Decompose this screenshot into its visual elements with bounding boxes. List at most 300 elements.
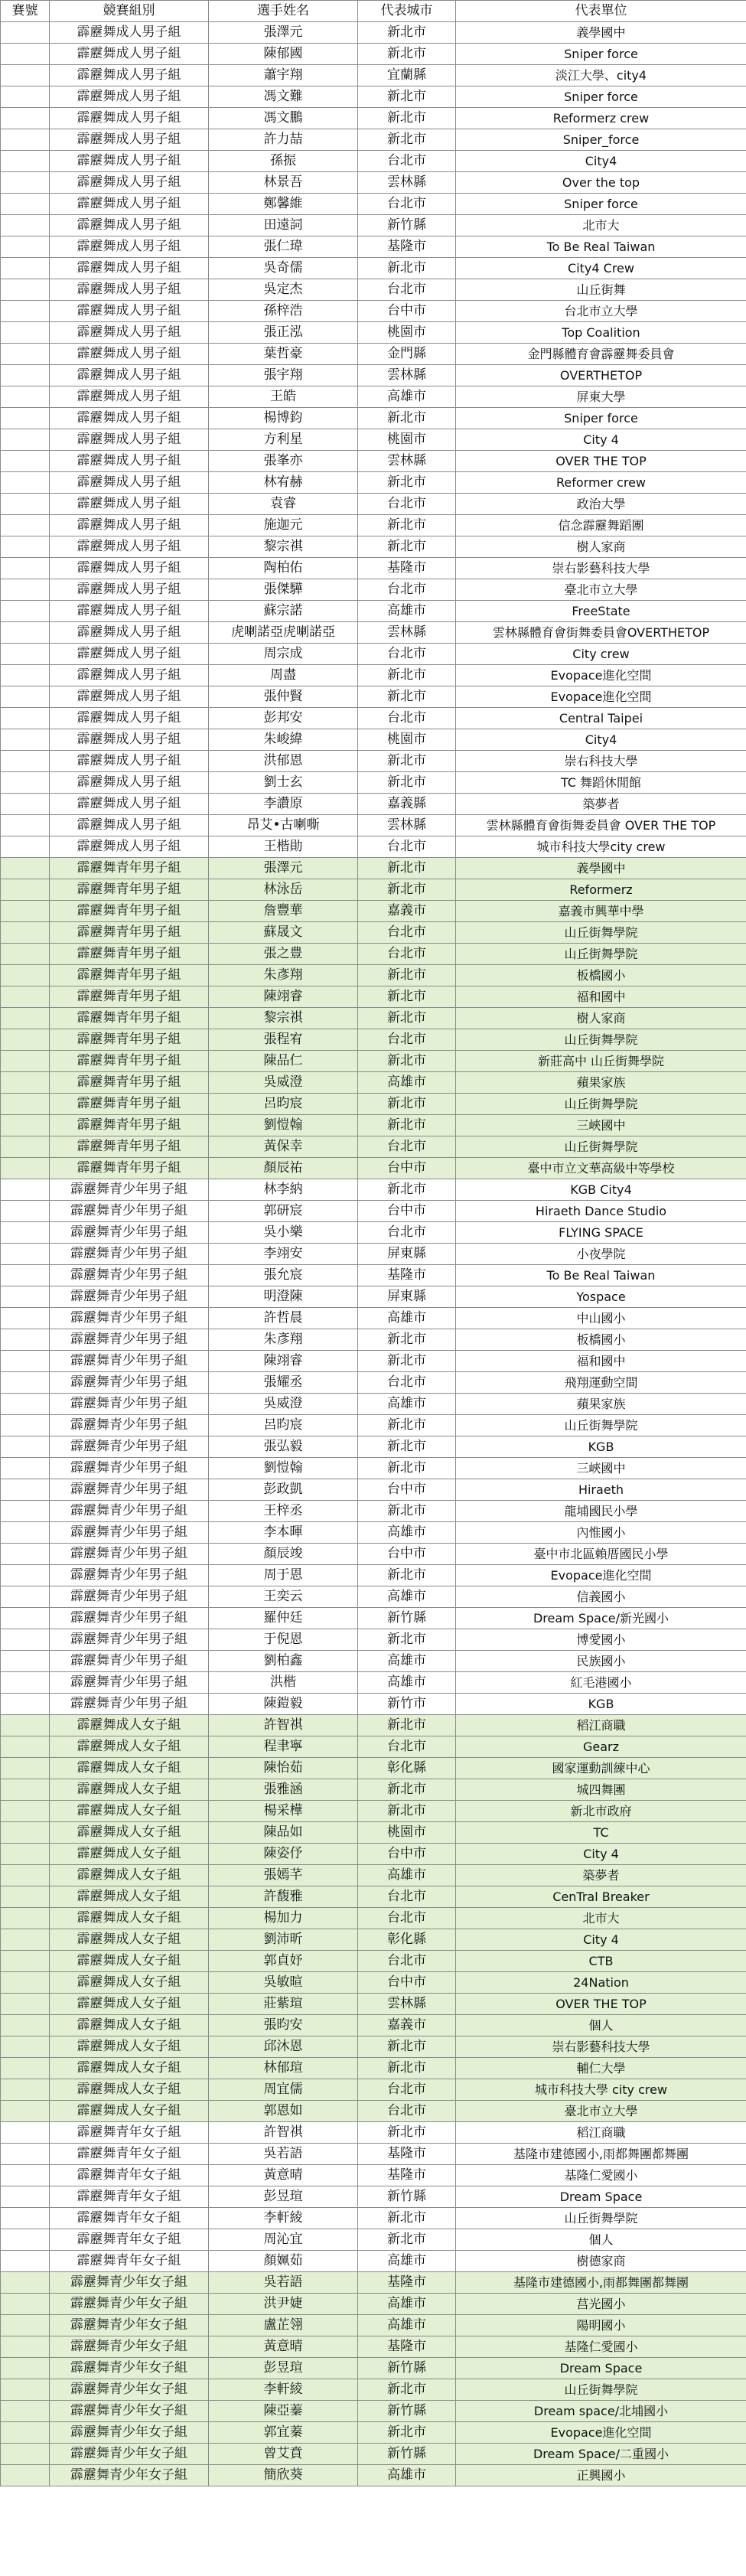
cell-city: 基隆市 [358,558,456,579]
cell-city: 新北市 [358,1179,456,1201]
cell-organization: Evopace進化空間 [456,1565,746,1586]
cell-bout-number [1,172,50,194]
cell-city: 新竹市 [358,1694,456,1715]
cell-division: 霹靂舞青少年男子組 [50,1372,209,1394]
cell-organization: 國家運動訓練中心 [456,1758,746,1779]
cell-athlete-name: 劉愷翰 [209,1458,358,1479]
cell-city: 台北市 [358,944,456,965]
cell-athlete-name: 林李納 [209,1179,358,1201]
cell-division: 霹靂舞青年男子組 [50,1029,209,1051]
cell-city: 基隆市 [358,2272,456,2294]
cell-bout-number [1,644,50,665]
cell-city: 台中市 [358,1972,456,1994]
cell-athlete-name: 吳若語 [209,2144,358,2165]
cell-city: 台北市 [358,1136,456,1158]
cell-bout-number [1,1736,50,1758]
cell-division: 霹靂舞青年男子組 [50,1094,209,1115]
cell-bout-number [1,2465,50,2486]
cell-division: 霹靂舞青少年男子組 [50,1179,209,1201]
cell-bout-number [1,1329,50,1351]
cell-division: 霹靂舞青少年男子組 [50,1286,209,1308]
cell-city: 新竹縣 [358,2401,456,2422]
cell-organization: 山丘街舞學院 [456,2379,746,2401]
cell-athlete-name: 彭昱瑄 [209,2186,358,2208]
cell-city: 新北市 [358,86,456,108]
cell-division: 霹靂舞青少年男子組 [50,1351,209,1372]
cell-athlete-name: 周于恩 [209,1565,358,1586]
cell-organization: City4 Crew [456,258,746,279]
cell-bout-number [1,2229,50,2251]
cell-organization: 山丘街舞學院 [456,922,746,944]
cell-division: 霹靂舞青少年女子組 [50,2358,209,2379]
table-row [1,2101,746,2122]
cell-division: 霹靂舞成人男子組 [50,386,209,408]
table-row [1,1972,746,1994]
cell-bout-number [1,2358,50,2379]
cell-organization: KGB [456,1436,746,1458]
cell-city: 雲林縣 [358,172,456,194]
table-row [1,1629,746,1651]
table-row [1,1779,746,1801]
table-row [1,236,746,258]
cell-athlete-name: 張嫣芊 [209,1865,358,1886]
table-row [1,1758,746,1779]
table-row [1,2336,746,2358]
cell-division: 霹靂舞青少年男子組 [50,1479,209,1501]
cell-city: 彰化縣 [358,1758,456,1779]
cell-organization: 福和國中 [456,1351,746,1372]
cell-organization: FLYING SPACE [456,1222,746,1244]
cell-athlete-name: 吳威澄 [209,1394,358,1415]
cell-city: 基隆市 [358,2144,456,2165]
cell-division: 霹靂舞青少年女子組 [50,2315,209,2336]
cell-athlete-name: 吳定杰 [209,279,358,301]
cell-city: 新北市 [358,1436,456,1458]
cell-athlete-name: 林郁瑄 [209,2058,358,2079]
cell-organization: 政治大學 [456,494,746,515]
cell-organization: 山丘街舞學院 [456,1136,746,1158]
cell-organization: 樹人家商 [456,536,746,558]
table-row [1,1822,746,1844]
cell-city: 台北市 [358,194,456,215]
cell-athlete-name: 袁睿 [209,494,358,515]
cell-bout-number [1,558,50,579]
cell-division: 霹靂舞成人女子組 [50,1929,209,1951]
cell-athlete-name: 孫振 [209,151,358,172]
cell-athlete-name: 張峯亦 [209,451,358,472]
cell-bout-number [1,1479,50,1501]
cell-bout-number [1,1886,50,1908]
cell-organization: KGB City4 [456,1179,746,1201]
cell-division: 霹靂舞成人男子組 [50,558,209,579]
cell-bout-number [1,2379,50,2401]
cell-organization: 陽明國小 [456,2315,746,2336]
cell-division: 霹靂舞成人男子組 [50,579,209,601]
cell-bout-number [1,1372,50,1394]
cell-organization: 新莊高中 山丘街舞學院 [456,1051,746,1072]
cell-city: 桃園市 [358,322,456,344]
cell-organization: 雲林縣體育會街舞委員會 OVER THE TOP [456,815,746,836]
cell-athlete-name: 曾艾賁 [209,2444,358,2465]
cell-bout-number [1,1072,50,1094]
cell-city: 新北市 [358,665,456,686]
cell-division: 霹靂舞青年男子組 [50,858,209,879]
cell-bout-number [1,751,50,772]
table-row [1,515,746,536]
cell-division: 霹靂舞成人女子組 [50,2058,209,2079]
cell-athlete-name: 邱沐恩 [209,2036,358,2058]
table-row [1,944,746,965]
cell-bout-number [1,344,50,365]
cell-organization: 信念霹靂舞蹈團 [456,515,746,536]
cell-athlete-name: 鄭馨維 [209,194,358,215]
cell-bout-number [1,1972,50,1994]
cell-organization: 義學國中 [456,22,746,44]
cell-athlete-name: 呂昀宸 [209,1094,358,1115]
cell-city: 台中市 [358,1158,456,1179]
cell-organization: 臺中市立文華高級中等學校 [456,1158,746,1179]
cell-city: 高雄市 [358,1651,456,1672]
table-row [1,129,746,151]
cell-division: 霹靂舞成人男子組 [50,194,209,215]
cell-division: 霹靂舞成人男子組 [50,429,209,451]
cell-athlete-name: 吳若語 [209,2272,358,2294]
table-row [1,344,746,365]
cell-organization: 莒光國小 [456,2294,746,2315]
table-row [1,1844,746,1865]
cell-athlete-name: 黃意晴 [209,2336,358,2358]
cell-athlete-name: 張傑驊 [209,579,358,601]
header-bout-number: 賽號 [1,1,50,22]
cell-division: 霹靂舞青少年男子組 [50,1651,209,1672]
cell-athlete-name: 張程宥 [209,1029,358,1051]
cell-bout-number [1,322,50,344]
cell-organization: Dream Space/二重國小 [456,2444,746,2465]
cell-city: 金門縣 [358,344,456,365]
cell-athlete-name: 陳品仁 [209,1051,358,1072]
cell-bout-number [1,794,50,815]
cell-organization: Central Taipei [456,708,746,729]
cell-city: 宜蘭縣 [358,65,456,86]
cell-athlete-name: 陳亞蓁 [209,2401,358,2422]
table-row [1,429,746,451]
cell-organization: OVER THE TOP [456,451,746,472]
cell-organization: 個人 [456,2229,746,2251]
cell-organization: 雲林縣體育會街舞委員會OVERTHETOP [456,622,746,644]
cell-division: 霹靂舞成人男子組 [50,365,209,386]
cell-athlete-name: 劉沛昕 [209,1929,358,1951]
cell-division: 霹靂舞青年男子組 [50,944,209,965]
cell-city: 高雄市 [358,1586,456,1608]
cell-athlete-name: 蘇宗諾 [209,601,358,622]
cell-division: 霹靂舞成人男子組 [50,108,209,129]
cell-division: 霹靂舞青年男子組 [50,1115,209,1136]
cell-bout-number [1,1715,50,1736]
cell-organization: 板橋國小 [456,965,746,986]
table-row [1,2444,746,2465]
cell-city: 台北市 [358,151,456,172]
cell-bout-number [1,1115,50,1136]
cell-city: 新竹縣 [358,2186,456,2208]
cell-athlete-name: 吳奇儒 [209,258,358,279]
cell-athlete-name: 蕭宇翔 [209,65,358,86]
cell-organization: TC [456,1822,746,1844]
cell-bout-number [1,815,50,836]
cell-athlete-name: 林宥赫 [209,472,358,494]
cell-city: 新北市 [358,879,456,901]
cell-city: 雲林縣 [358,1994,456,2015]
table-row [1,858,746,879]
cell-organization: Over the top [456,172,746,194]
cell-athlete-name: 洪郁恩 [209,751,358,772]
cell-city: 嘉義縣 [358,794,456,815]
table-row [1,1951,746,1972]
table-row [1,1458,746,1479]
cell-division: 霹靂舞青年男子組 [50,1072,209,1094]
cell-division: 霹靂舞成人男子組 [50,451,209,472]
table-row [1,1651,746,1672]
cell-division: 霹靂舞成人男子組 [50,708,209,729]
cell-city: 新北市 [358,22,456,44]
cell-athlete-name: 林泳岳 [209,879,358,901]
cell-bout-number [1,2251,50,2272]
cell-bout-number [1,686,50,708]
table-row [1,751,746,772]
cell-bout-number [1,1244,50,1265]
cell-organization: 福和國中 [456,986,746,1008]
table-row [1,772,746,794]
cell-bout-number [1,2186,50,2208]
cell-city: 台中市 [358,1479,456,1501]
cell-athlete-name: 郭貞妤 [209,1951,358,1972]
cell-organization: KGB [456,1694,746,1715]
cell-division: 霹靂舞成人男子組 [50,408,209,429]
cell-athlete-name: 王奕云 [209,1586,358,1608]
table-row [1,1929,746,1951]
cell-city: 高雄市 [358,1522,456,1544]
cell-organization: 築夢者 [456,794,746,815]
header-row [1,1,746,22]
cell-bout-number [1,1994,50,2015]
cell-city: 新北市 [358,1351,456,1372]
table-row [1,22,746,44]
cell-athlete-name: 李讚原 [209,794,358,815]
cell-division: 霹靂舞青年男子組 [50,986,209,1008]
cell-athlete-name: 許力喆 [209,129,358,151]
cell-athlete-name: 程聿寧 [209,1736,358,1758]
cell-bout-number [1,2336,50,2358]
table-row [1,2015,746,2036]
cell-athlete-name: 盧芷翎 [209,2315,358,2336]
cell-athlete-name: 許馥雅 [209,1886,358,1908]
cell-bout-number [1,108,50,129]
cell-city: 新北市 [358,2208,456,2229]
cell-athlete-name: 葉哲豪 [209,344,358,365]
cell-bout-number [1,1779,50,1801]
cell-organization: 飛翔運動空間 [456,1372,746,1394]
cell-athlete-name: 田遠詞 [209,215,358,236]
cell-organization: City 4 [456,429,746,451]
cell-organization: 新北市政府 [456,1801,746,1822]
cell-city: 新北市 [358,686,456,708]
cell-division: 霹靂舞成人男子組 [50,836,209,858]
cell-division: 霹靂舞青年男子組 [50,922,209,944]
cell-organization: Sniper force [456,194,746,215]
cell-division: 霹靂舞青少年男子組 [50,1265,209,1286]
cell-organization: 山丘街舞學院 [456,1415,746,1436]
cell-city: 高雄市 [358,1072,456,1094]
table-row [1,644,746,665]
cell-organization: 紅毛港國小 [456,1672,746,1694]
cell-city: 嘉義市 [358,2015,456,2036]
cell-bout-number [1,1158,50,1179]
cell-athlete-name: 陳怡茹 [209,1758,358,1779]
table-row [1,386,746,408]
cell-division: 霹靂舞成人女子組 [50,1886,209,1908]
cell-athlete-name: 彭政凱 [209,1479,358,1501]
table-row [1,2272,746,2294]
table-row [1,965,746,986]
table-row [1,1329,746,1351]
table-row [1,686,746,708]
cell-division: 霹靂舞青少年女子組 [50,2465,209,2486]
cell-city: 高雄市 [358,2315,456,2336]
cell-division: 霹靂舞成人男子組 [50,729,209,751]
cell-bout-number [1,365,50,386]
table-row [1,451,746,472]
cell-organization: Reformerz crew [456,108,746,129]
cell-organization: 城市科技大學 city crew [456,2079,746,2101]
cell-division: 霹靂舞成人女子組 [50,1715,209,1736]
cell-athlete-name: 彭邦安 [209,708,358,729]
cell-division: 霹靂舞青少年女子組 [50,2294,209,2315]
cell-bout-number [1,665,50,686]
table-row [1,408,746,429]
cell-athlete-name: 陳品如 [209,1822,358,1844]
table-row [1,1715,746,1736]
table-row [1,1008,746,1029]
cell-division: 霹靂舞青少年男子組 [50,1629,209,1651]
cell-city: 桃園市 [358,1822,456,1844]
cell-bout-number [1,1136,50,1158]
cell-division: 霹靂舞成人男子組 [50,258,209,279]
cell-organization: 北市大 [456,1908,746,1929]
cell-organization: 龍埔國民小學 [456,1501,746,1522]
cell-bout-number [1,901,50,922]
cell-city: 高雄市 [358,2294,456,2315]
cell-organization: 基隆仁愛國小 [456,2165,746,2186]
cell-city: 台北市 [358,1886,456,1908]
cell-city: 新北市 [358,1115,456,1136]
table-row [1,1586,746,1608]
cell-city: 雲林縣 [358,622,456,644]
table-row [1,1029,746,1051]
table-row [1,2079,746,2101]
cell-division: 霹靂舞成人女子組 [50,1822,209,1844]
cell-bout-number [1,1436,50,1458]
cell-bout-number [1,44,50,65]
cell-division: 霹靂舞青少年男子組 [50,1329,209,1351]
cell-city: 台北市 [358,1372,456,1394]
cell-organization: City 4 [456,1844,746,1865]
cell-division: 霹靂舞青年男子組 [50,901,209,922]
table-row [1,2208,746,2229]
table-row [1,2315,746,2336]
cell-bout-number [1,1008,50,1029]
cell-bout-number [1,1265,50,1286]
cell-bout-number [1,1951,50,1972]
cell-division: 霹靂舞青年男子組 [50,1008,209,1029]
cell-athlete-name: 陳翊睿 [209,986,358,1008]
table-row [1,65,746,86]
cell-bout-number [1,772,50,794]
table-row [1,1394,746,1415]
cell-bout-number [1,1694,50,1715]
cell-organization: CTB [456,1951,746,1972]
cell-athlete-name: 朱彥翔 [209,1329,358,1351]
cell-organization: 山丘街舞學院 [456,1094,746,1115]
table-row [1,836,746,858]
cell-bout-number [1,1286,50,1308]
cell-bout-number [1,1308,50,1329]
cell-city: 新北市 [358,1715,456,1736]
table-row [1,1051,746,1072]
table-row [1,1136,746,1158]
header-city: 代表城市 [358,1,456,22]
cell-bout-number [1,129,50,151]
cell-athlete-name: 詹豐華 [209,901,358,922]
cell-organization: 個人 [456,2015,746,2036]
cell-bout-number [1,2401,50,2422]
cell-organization: 中山國小 [456,1308,746,1329]
cell-division: 霹靂舞青少年男子組 [50,1244,209,1265]
cell-bout-number [1,194,50,215]
cell-city: 新北市 [358,1801,456,1822]
cell-athlete-name: 王楷勛 [209,836,358,858]
cell-city: 新竹縣 [358,1608,456,1629]
cell-athlete-name: 孫梓浩 [209,301,358,322]
cell-bout-number [1,494,50,515]
cell-city: 高雄市 [358,1394,456,1415]
cell-city: 台北市 [358,1736,456,1758]
cell-city: 高雄市 [358,1308,456,1329]
cell-city: 雲林縣 [358,815,456,836]
cell-bout-number [1,1908,50,1929]
cell-bout-number [1,1351,50,1372]
cell-division: 霹靂舞青年女子組 [50,2144,209,2165]
cell-division: 霹靂舞成人男子組 [50,601,209,622]
cell-division: 霹靂舞成人女子組 [50,1844,209,1865]
table-row [1,1372,746,1394]
cell-bout-number [1,1051,50,1072]
cell-division: 霹靂舞成人女子組 [50,1951,209,1972]
cell-city: 新竹縣 [358,215,456,236]
cell-city: 高雄市 [358,1672,456,1694]
table-row [1,622,746,644]
cell-division: 霹靂舞青年女子組 [50,2251,209,2272]
table-row [1,86,746,108]
cell-bout-number [1,2101,50,2122]
cell-bout-number [1,2272,50,2294]
cell-division: 霹靂舞成人男子組 [50,494,209,515]
cell-athlete-name: 張之豊 [209,944,358,965]
cell-division: 霹靂舞成人男子組 [50,151,209,172]
cell-bout-number [1,2294,50,2315]
cell-division: 霹靂舞青少年男子組 [50,1586,209,1608]
cell-organization: City crew [456,644,746,665]
cell-division: 霹靂舞成人男子組 [50,22,209,44]
cell-bout-number [1,279,50,301]
